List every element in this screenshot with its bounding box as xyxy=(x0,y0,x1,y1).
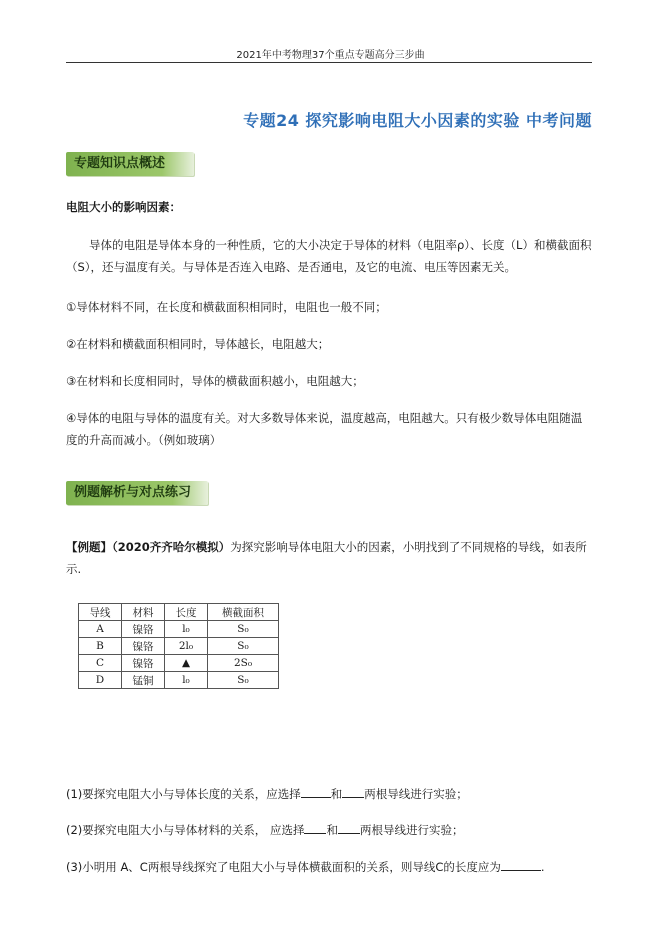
table-cell: l₀ xyxy=(165,621,208,638)
table-cell: l₀ xyxy=(165,672,208,689)
wire-spec-table xyxy=(78,603,279,689)
page-header: 2021年中考物理37个重点专题高分三步曲 xyxy=(236,50,425,61)
point-3: ③在材料和长度相同时，导体的横截面积越小，电阻越大； xyxy=(66,374,364,388)
answer-blank[interactable] xyxy=(304,821,326,834)
table-header-cell: 长度 xyxy=(165,604,208,621)
table-cell: C xyxy=(79,655,122,672)
example-tag: 【例题】（2020齐齐哈尔模拟） xyxy=(66,540,231,554)
section-label-examples: 例题解析与对点练习 xyxy=(66,481,208,505)
table-cell: 锰铜 xyxy=(122,672,165,689)
table-header-cell: 材料 xyxy=(122,604,165,621)
table-cell: S₀ xyxy=(208,621,279,638)
table-cell: 镍铬 xyxy=(122,655,165,672)
table-cell: B xyxy=(79,638,122,655)
table-row xyxy=(79,655,279,672)
table-cell: 镍铬 xyxy=(122,621,165,638)
table-cell: 镍铬 xyxy=(122,638,165,655)
table-cell: S₀ xyxy=(208,672,279,689)
table-cell: D xyxy=(79,672,122,689)
table-cell: S₀ xyxy=(208,638,279,655)
page-title: 专题24 探究影响电阻大小因素的实验 中考问题 xyxy=(243,111,592,130)
answer-blank[interactable] xyxy=(342,785,364,798)
header-divider xyxy=(66,62,592,63)
subheading: 电阻大小的影响因素： xyxy=(66,200,181,214)
table-row xyxy=(79,638,279,655)
table-cell: 2S₀ xyxy=(208,655,279,672)
intro-paragraph: 导体的电阻是导体本身的一种性质，它的大小决定于导体的材料（电阻率ρ）、长度（L）和横截面积（S），还与温度有关。与导体是否连入电路、是否通电，及它的电流、电压等因素无关。 xyxy=(66,238,592,274)
question-2: (2)要探究电阻大小与导体材料的关系， 应选择 和 两根导线进行实验； xyxy=(66,823,464,837)
point-2: ②在材料和横截面积相同时，导体越长，电阻越大； xyxy=(66,337,330,351)
table-cell: ▲ xyxy=(165,655,208,672)
question-3: (3)小明用 A、C两根导线探究了电阻大小与导体横截面积的关系，则导线C的长度应为 . xyxy=(66,860,545,874)
table-header-row xyxy=(79,604,279,621)
table-header-cell: 横截面积 xyxy=(208,604,279,621)
answer-blank[interactable] xyxy=(338,821,360,834)
table-cell: 2l₀ xyxy=(165,638,208,655)
table-row xyxy=(79,621,279,638)
table-row xyxy=(79,672,279,689)
table-cell: A xyxy=(79,621,122,638)
section-label-overview: 专题知识点概述 xyxy=(66,152,194,176)
answer-blank[interactable] xyxy=(501,858,541,871)
example-paragraph xyxy=(66,536,592,580)
table-header-cell: 导线 xyxy=(79,604,122,621)
point-4: ④导体的电阻与导体的温度有关。对大多数导体来说，温度越高，电阻越大。只有极少数导体电阻随温度的升高而减小。（例如玻璃） xyxy=(66,411,583,447)
point-1: ①导体材料不同，在长度和横截面积相同时，电阻也一般不同； xyxy=(66,300,387,314)
example-text: 为探究影响导体电阻大小的因素，小明找到了不同规格的导线，如表所示. xyxy=(66,540,587,576)
question-1: (1)要探究电阻大小与导体长度的关系，应选择 和 两根导线进行实验； xyxy=(66,787,468,801)
answer-blank[interactable] xyxy=(301,785,331,798)
